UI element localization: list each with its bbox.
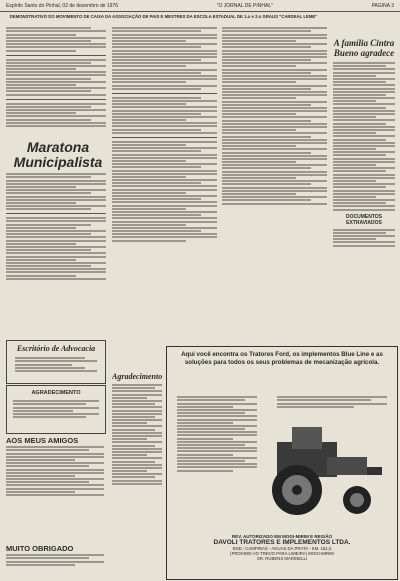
aos-meus-amigos-title: AOS MEUS AMIGOS [6,436,79,445]
agradecimento-box [6,385,106,434]
documentos-title: DOCUMENTOS EXTRAVIADOS [345,213,383,226]
muito-obrigado-title: MUITO OBRIGADO [6,544,74,553]
escritorio-box [6,340,106,384]
aos-meus-amigos [6,436,104,536]
ad-dealer-line5: SR. RUBENS MARINELLI [256,556,308,561]
ad-dealer-line4: (PROXIMO AO TREVO PARA LIMEIRA) MOGI-MIRIM [230,551,334,556]
familia-title: A família Cintra Bueno agradece [333,38,395,58]
column-2 [112,26,217,326]
ad-dealer-name: DAVOLI TRATORES E IMPLEMENTOS LTDA. [213,539,351,546]
ad-headline: Aqui você encontra os Tratores Ford, os implementos Blue Line e as soluções para todos os seus problemas de mecanização agrícola. [181,351,383,366]
escritorio-title: Escritório de Advocacia [16,344,96,353]
maratona-body [6,172,106,337]
muito-obrigado [6,544,104,578]
header-date: Espírito Santo do Pinhal, 02 de dezembro de 1976 [6,2,119,9]
header-paper-name: "O JORNAL DE PINHAL" [216,2,273,9]
maratona-title: Maratona Municipalista [13,139,103,170]
demonstrativo-title: DEMONSTRATIVO DO MOVIMENTO DE CAIXA DA ASSOCIAÇÃO DE PAIS E MESTRES DA ESCOLA ESTADUAL DE 1.o e 2.o GRAUS "CARDEAL LEME" [9,14,318,19]
header-page-number: PAGINA 3 [371,2,394,9]
tractor-illustration [267,422,387,522]
column-3 [222,26,327,346]
agradecimento-2-title: Agradecimento [112,372,162,381]
agradecimento-title: AGRADECIMENTO [31,390,81,396]
agradecimento-2 [112,372,162,577]
page-header [0,0,400,12]
tractor-ad [166,346,398,580]
column-4 [333,38,395,358]
ad-dealer-line1: REV. AUTORIZADO EM MOGI-MIRIM E REGIÃO [231,534,333,539]
ad-dealer-line3: END.: CAMPINAS - AGUAS DA PRATA - KM. 161,5 [232,546,332,551]
